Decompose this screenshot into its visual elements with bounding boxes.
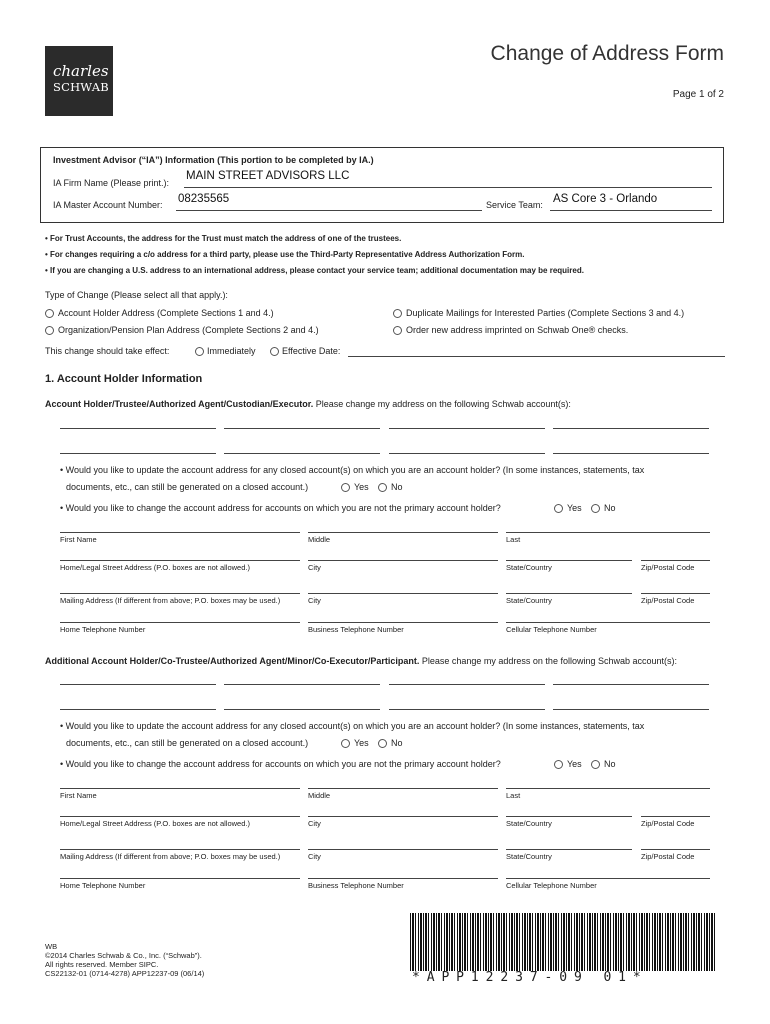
account-line[interactable] <box>60 709 216 710</box>
ia-heading: Investment Advisor (“IA”) Information (This portion to be completed by IA.) <box>53 155 374 165</box>
home-phone-label: Home Telephone Number <box>60 881 146 890</box>
state-line[interactable] <box>506 849 632 850</box>
city-line[interactable] <box>308 593 498 594</box>
account-line[interactable] <box>389 453 545 454</box>
closed-account-question-cont: documents, etc., can still be generated on a closed account.) <box>66 482 309 492</box>
state-label: State/Country <box>506 819 552 828</box>
primary-holder-question: • Would you like to change the account address for accounts on which you are not the primary account holder? <box>60 503 501 513</box>
organization-radio[interactable] <box>45 326 54 335</box>
middle-name-label: Middle <box>308 791 331 800</box>
state-line[interactable] <box>506 560 632 561</box>
footer-line1: WB <box>45 942 58 951</box>
note-1: • For Trust Accounts, the address for the Trust must match the address of one of the trustees. <box>45 234 402 243</box>
no-label: No <box>391 738 403 748</box>
city-label: City <box>308 596 321 605</box>
closed-yes-radio[interactable] <box>341 483 350 492</box>
page-number: Page 1 of 2 <box>672 89 724 100</box>
footer-line3: All rights reserved. Member SIPC. <box>45 960 159 969</box>
closed-account-question: • Would you like to update the account address for any closed account(s) on which you are an account holder? (In some instances, statements, tax <box>60 721 645 731</box>
zip-line[interactable] <box>641 849 710 850</box>
account-line[interactable] <box>60 684 216 685</box>
mailing-label: Mailing Address (If different from above; P.O. boxes may be used.) <box>60 852 281 861</box>
state-label: State/Country <box>506 596 552 605</box>
effect-label: This change should take effect: <box>45 346 170 356</box>
additional-holder-instructions <box>45 656 677 666</box>
account-line[interactable] <box>60 428 216 429</box>
zip-line[interactable] <box>641 816 710 817</box>
account-holder-radio[interactable] <box>45 309 54 318</box>
form-title: Change of Address Form <box>490 42 724 65</box>
account-line[interactable] <box>224 453 380 454</box>
holder-instructions <box>45 399 571 409</box>
closed-yes-radio[interactable] <box>341 739 350 748</box>
ia-master-label: IA Master Account Number: <box>53 200 163 210</box>
ia-master-line <box>176 210 482 211</box>
logo-line1: charles <box>53 62 109 80</box>
effective-date-radio[interactable] <box>270 347 279 356</box>
duplicate-mailings-option: Duplicate Mailings for Interested Parties (Complete Sections 3 and 4.) <box>406 308 685 318</box>
last-name-label: Last <box>506 791 521 800</box>
zip-line[interactable] <box>641 560 710 561</box>
footer-line4: CS22132-01 (0714-4278) APP12237-09 (06/14) <box>45 969 205 978</box>
order-checks-radio[interactable] <box>393 326 402 335</box>
first-name-label: First Name <box>60 791 97 800</box>
cell-phone-label: Cellular Telephone Number <box>506 625 597 634</box>
business-phone-label: Business Telephone Number <box>308 625 404 634</box>
city-label: City <box>308 819 321 828</box>
duplicate-mailings-radio[interactable] <box>393 309 402 318</box>
business-phone-label: Business Telephone Number <box>308 881 404 890</box>
mailing-line[interactable] <box>60 849 300 850</box>
note-3: • If you are changing a U.S. address to an international address, please contact your service team; additional documentation may be required. <box>45 266 584 275</box>
yes-label: Yes <box>567 503 582 513</box>
primary-no-radio[interactable] <box>591 760 600 769</box>
holder-rest: Please change my address on the following Schwab account(s): <box>313 399 571 409</box>
immediately-radio[interactable] <box>195 347 204 356</box>
closed-no-radio[interactable] <box>378 739 387 748</box>
middle-name-line[interactable] <box>308 532 498 533</box>
account-line[interactable] <box>224 709 380 710</box>
logo-line2: SCHWAB <box>53 80 109 94</box>
effective-date-label: Effective Date: <box>282 346 341 356</box>
organization-option: Organization/Pension Plan Address (Complete Sections 2 and 4.) <box>58 325 319 335</box>
primary-yes-radio[interactable] <box>554 760 563 769</box>
primary-yes-radio[interactable] <box>554 504 563 513</box>
account-line[interactable] <box>553 709 709 710</box>
cell-phone-line[interactable] <box>506 622 710 623</box>
account-line[interactable] <box>224 428 380 429</box>
street-label: Home/Legal Street Address (P.O. boxes are not allowed.) <box>60 563 250 572</box>
cell-phone-line[interactable] <box>506 878 710 879</box>
street-line[interactable] <box>60 560 300 561</box>
account-line[interactable] <box>60 453 216 454</box>
street-line[interactable] <box>60 816 300 817</box>
ia-team-line <box>550 210 712 211</box>
additional-bold: Additional Account Holder/Co-Trustee/Authorized Agent/Minor/Co-Executor/Participant. <box>45 656 420 666</box>
no-label: No <box>391 482 403 492</box>
no-label: No <box>604 503 616 513</box>
ia-firm-value[interactable]: MAIN STREET ADVISORS LLC <box>186 170 350 182</box>
ia-team-label: Service Team: <box>486 200 543 210</box>
barcode-text: *APP12237-09 01* <box>412 970 648 985</box>
closed-no-radio[interactable] <box>378 483 387 492</box>
no-label: No <box>604 759 616 769</box>
account-line[interactable] <box>553 684 709 685</box>
state-line[interactable] <box>506 816 632 817</box>
home-phone-label: Home Telephone Number <box>60 625 146 634</box>
zip-line[interactable] <box>641 593 710 594</box>
ia-master-value[interactable]: 08235565 <box>178 193 230 205</box>
last-name-line[interactable] <box>506 532 710 533</box>
additional-rest: Please change my address on the following Schwab account(s): <box>419 656 678 666</box>
primary-holder-question: • Would you like to change the account address for accounts on which you are not the primary account holder? <box>60 759 501 769</box>
mailing-label: Mailing Address (If different from above; P.O. boxes may be used.) <box>60 596 281 605</box>
city-line[interactable] <box>308 849 498 850</box>
yes-label: Yes <box>354 482 369 492</box>
mailing-line[interactable] <box>60 593 300 594</box>
first-name-line[interactable] <box>60 788 300 789</box>
yes-label: Yes <box>567 759 582 769</box>
zip-label: Zip/Postal Code <box>641 596 695 605</box>
ia-firm-label: IA Firm Name (Please print.): <box>53 178 170 188</box>
holder-bold: Account Holder/Trustee/Authorized Agent/Custodian/Executor. <box>45 399 314 409</box>
closed-account-question-cont: documents, etc., can still be generated on a closed account.) <box>66 738 309 748</box>
account-line[interactable] <box>553 428 709 429</box>
business-phone-line[interactable] <box>308 878 498 879</box>
change-type-label: Type of Change (Please select all that apply.): <box>45 290 228 300</box>
home-phone-line[interactable] <box>60 878 300 879</box>
immediately-label: Immediately <box>207 346 256 356</box>
closed-account-question: • Would you like to update the account address for any closed account(s) on which you are an account holder? (In some instances, statements, tax <box>60 465 645 475</box>
middle-name-line[interactable] <box>308 788 498 789</box>
effective-date-line[interactable] <box>348 356 725 357</box>
footer-block <box>45 942 204 978</box>
street-label: Home/Legal Street Address (P.O. boxes are not allowed.) <box>60 819 250 828</box>
account-line[interactable] <box>389 709 545 710</box>
account-line[interactable] <box>553 453 709 454</box>
zip-label: Zip/Postal Code <box>641 852 695 861</box>
ia-firm-line <box>184 187 712 188</box>
home-phone-line[interactable] <box>60 622 300 623</box>
charles-schwab-logo <box>45 46 113 116</box>
account-holder-option: Account Holder Address (Complete Sections 1 and 4.) <box>58 308 274 318</box>
ia-team-value[interactable]: AS Core 3 - Orlando <box>553 193 658 205</box>
footer-line2: ©2014 Charles Schwab & Co., Inc. (“Schwab”). <box>45 951 202 960</box>
primary-no-radio[interactable] <box>591 504 600 513</box>
first-name-line[interactable] <box>60 532 300 533</box>
barcode <box>410 913 715 971</box>
zip-label: Zip/Postal Code <box>641 819 695 828</box>
order-checks-option: Order new address imprinted on Schwab One® checks. <box>406 325 629 335</box>
state-line[interactable] <box>506 593 632 594</box>
first-name-label: First Name <box>60 535 97 544</box>
business-phone-line[interactable] <box>308 622 498 623</box>
state-label: State/Country <box>506 563 552 572</box>
city-line[interactable] <box>308 816 498 817</box>
section1-title: 1. Account Holder Information <box>45 373 203 385</box>
yes-label: Yes <box>354 738 369 748</box>
city-label: City <box>308 852 321 861</box>
account-line[interactable] <box>224 684 380 685</box>
account-line[interactable] <box>389 428 545 429</box>
account-line[interactable] <box>389 684 545 685</box>
cell-phone-label: Cellular Telephone Number <box>506 881 597 890</box>
last-name-label: Last <box>506 535 521 544</box>
note-2: • For changes requiring a c/o address for a third party, please use the Third-Party Representative Address Authorization Form. <box>45 250 525 259</box>
middle-name-label: Middle <box>308 535 331 544</box>
state-label: State/Country <box>506 852 552 861</box>
last-name-line[interactable] <box>506 788 710 789</box>
city-label: City <box>308 563 321 572</box>
city-line[interactable] <box>308 560 498 561</box>
zip-label: Zip/Postal Code <box>641 563 695 572</box>
